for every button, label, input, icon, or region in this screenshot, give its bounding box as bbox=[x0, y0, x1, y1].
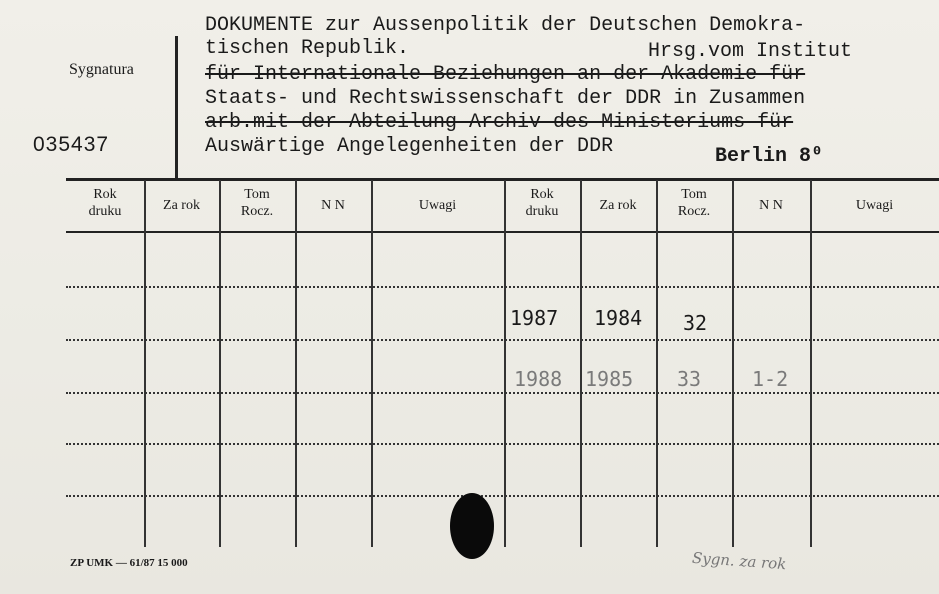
header-nn-2: N N bbox=[759, 198, 783, 213]
header-za-rok: Za rok bbox=[163, 198, 200, 213]
header-nn: N N bbox=[321, 198, 345, 213]
col-divider bbox=[580, 180, 582, 547]
signature-number: 035437 bbox=[33, 133, 110, 156]
col-divider bbox=[295, 180, 297, 547]
header-tom: Tom Rocz. bbox=[240, 187, 274, 219]
row-line bbox=[66, 339, 939, 341]
cell-rok-druku: 1988 bbox=[514, 367, 563, 391]
col-divider bbox=[732, 180, 734, 547]
table-top-rule bbox=[66, 178, 939, 181]
cell-za-rok: 1985 bbox=[585, 367, 634, 391]
title-line-2b: Hrsg.vom Institut bbox=[648, 40, 853, 63]
title-line-2: tischen Republik. bbox=[205, 37, 410, 60]
title-line-1: DOKUMENTE zur Aussenpolitik der Deutschen Demokra- bbox=[205, 14, 806, 37]
header-tom-2: Tom Rocz. bbox=[677, 187, 711, 219]
header-rok-druku: Rok druku bbox=[88, 187, 122, 219]
cell-tom: 32 bbox=[683, 311, 708, 335]
header-za-rok-2: Za rok bbox=[599, 198, 637, 213]
title-line-6: Auswärtige Angelegenheiten der DDR bbox=[205, 135, 614, 158]
punch-hole bbox=[450, 493, 494, 559]
header-rok-druku-2: Rok druku bbox=[525, 187, 559, 219]
col-divider bbox=[656, 180, 658, 547]
row-line bbox=[66, 286, 939, 288]
col-divider bbox=[371, 180, 373, 547]
cell-nn: 1-2 bbox=[752, 367, 789, 391]
cell-tom: 33 bbox=[677, 367, 702, 391]
signature-label: Sygnatura bbox=[69, 61, 134, 78]
signature-divider bbox=[175, 36, 178, 180]
row-line bbox=[66, 443, 939, 445]
title-place: Berlin 8⁰ bbox=[715, 145, 824, 168]
title-line-4: Staats- und Rechtswissenschaft der DDR in Zusammen bbox=[205, 87, 806, 110]
cell-rok-druku: 1987 bbox=[510, 306, 559, 330]
header-uwagi: Uwagi bbox=[418, 198, 457, 213]
row-line bbox=[66, 392, 939, 394]
col-divider bbox=[219, 180, 221, 547]
title-line-3: für Internationale Beziehungen an der Akademie für bbox=[205, 63, 806, 86]
title-line-5: arb.mit der Abteilung Archiv des Ministeriums für bbox=[205, 111, 794, 134]
print-code: ZP UMK — 61/87 15 000 bbox=[70, 557, 188, 569]
row-line bbox=[66, 495, 939, 497]
handwritten-note: Sygn. za rok bbox=[691, 548, 787, 574]
table-header-rule bbox=[66, 231, 939, 233]
col-divider bbox=[504, 180, 506, 547]
col-divider bbox=[810, 180, 812, 547]
header-uwagi-2: Uwagi bbox=[855, 198, 894, 213]
cell-za-rok: 1984 bbox=[594, 306, 643, 330]
col-divider bbox=[144, 180, 146, 547]
